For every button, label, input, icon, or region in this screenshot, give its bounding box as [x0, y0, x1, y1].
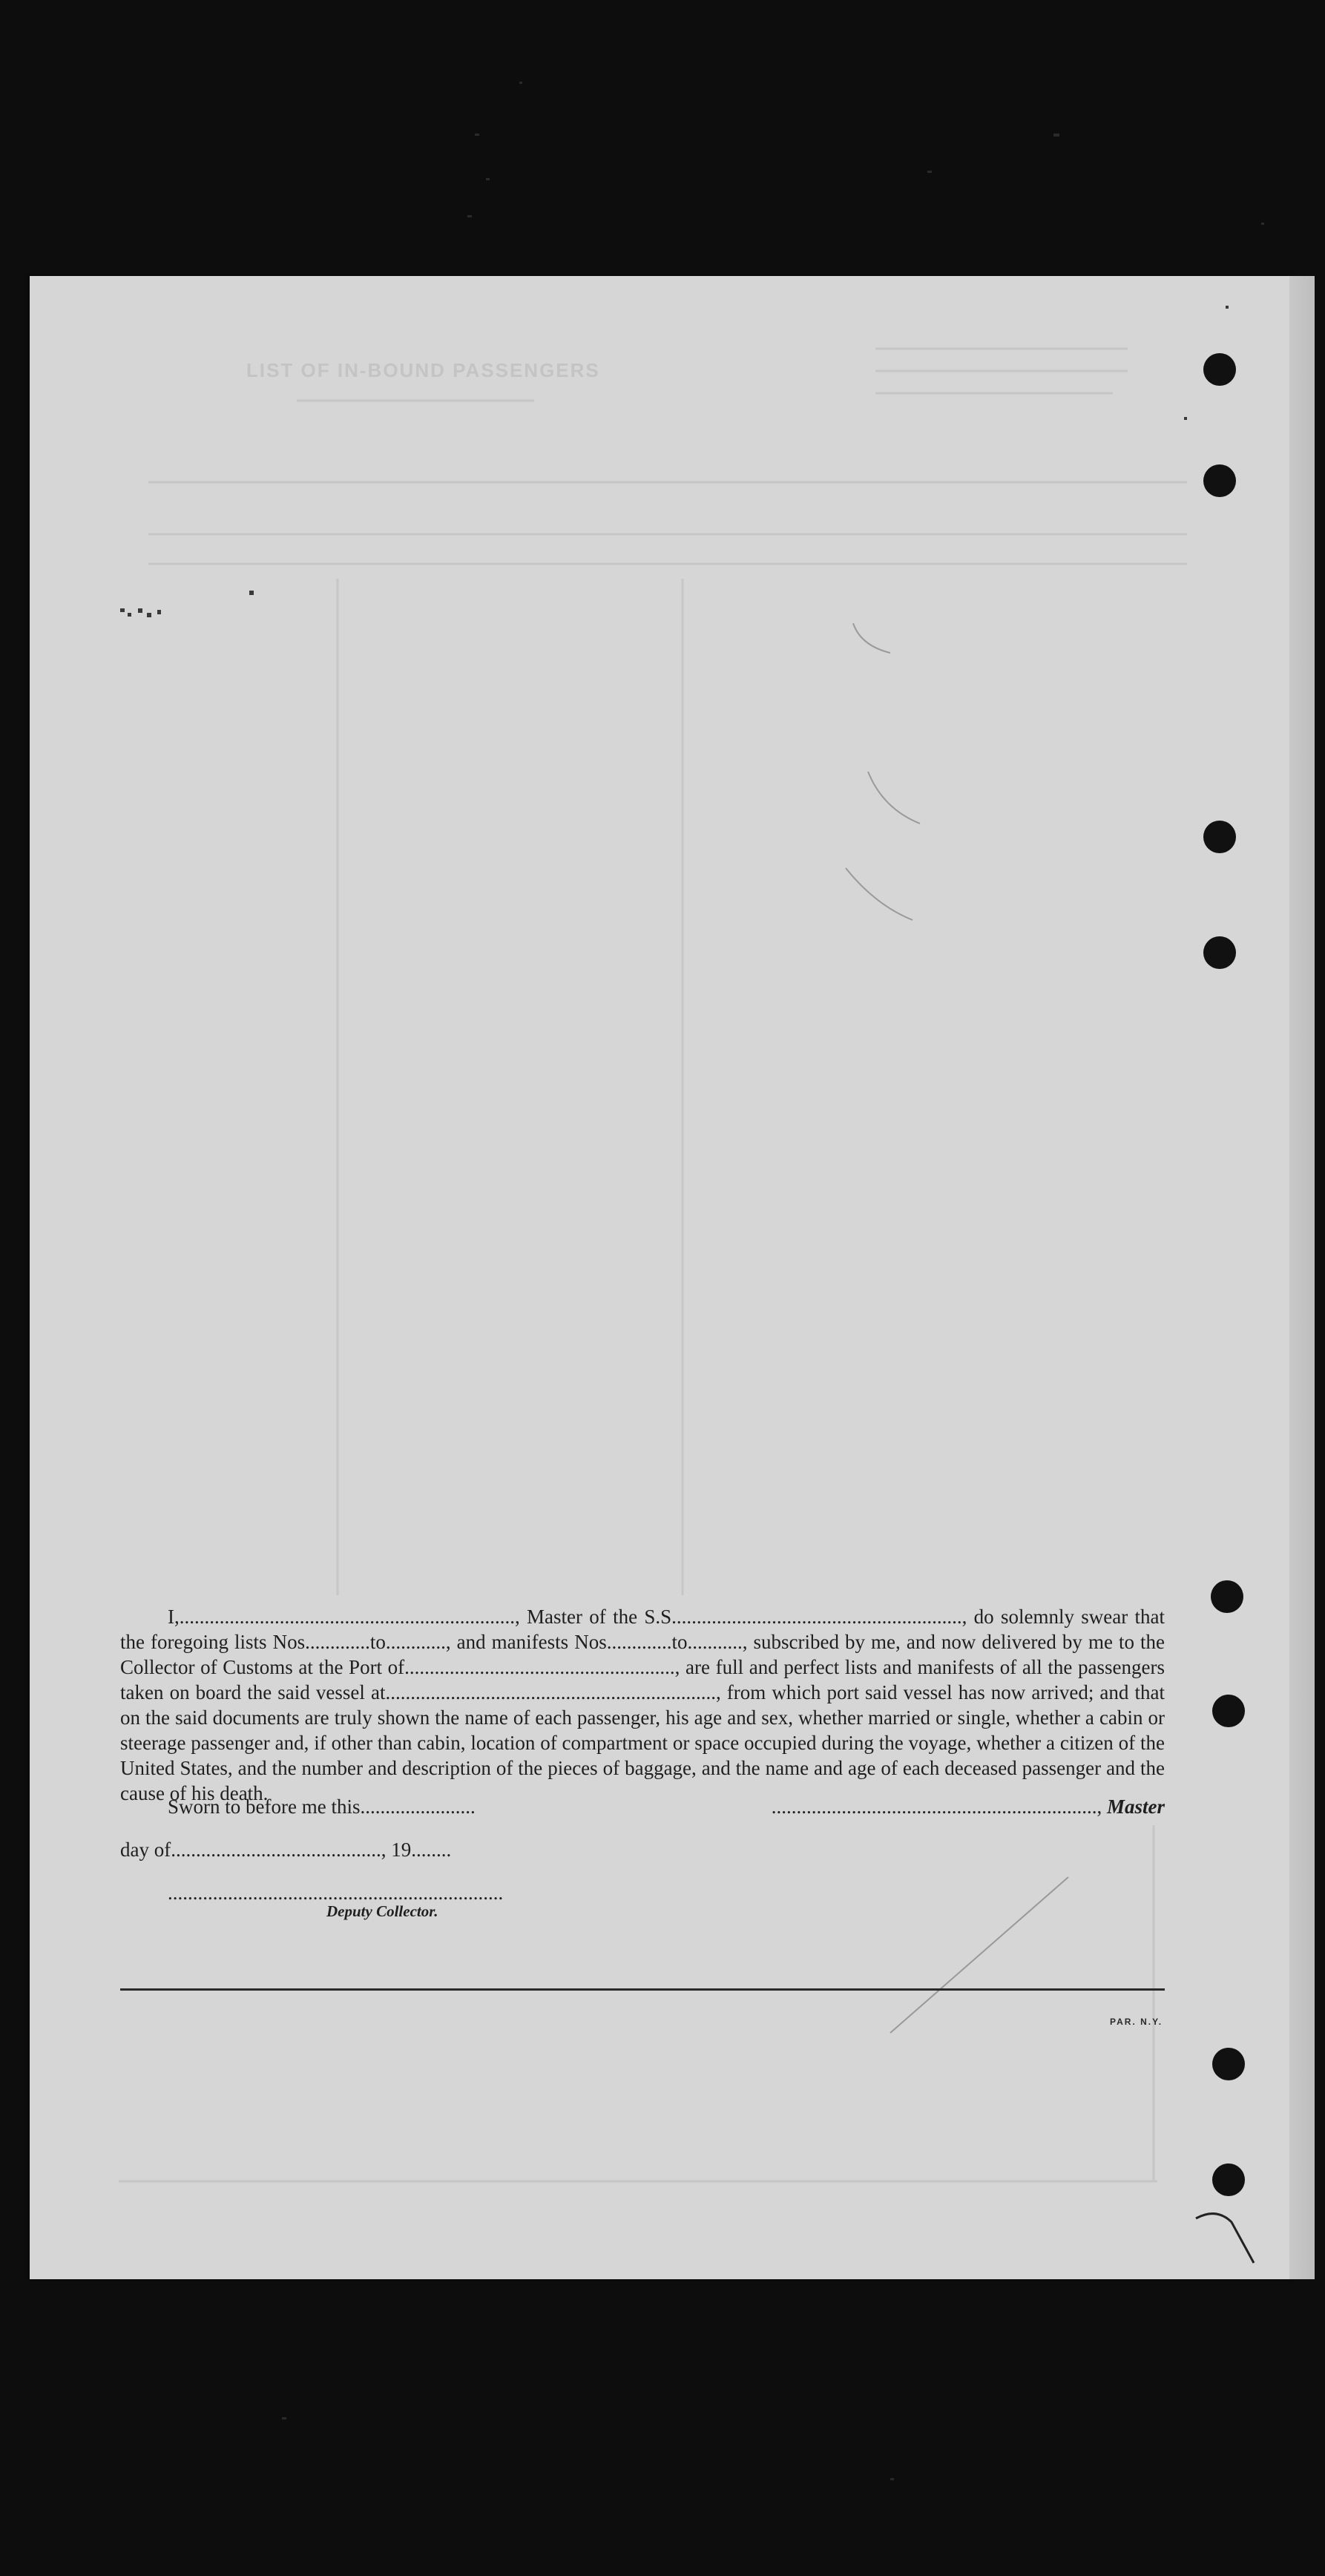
master-signature-line: [772, 1795, 1165, 1818]
sworn-before-me: Sworn to before me this.......................: [168, 1795, 476, 1818]
day-of-line: day of.........................................., 19........: [120, 1839, 452, 1861]
deputy-signature-line: ...................................................................: [168, 1882, 504, 1904]
punch-hole: [1203, 464, 1236, 497]
bleed-through-heading: LIST OF IN-BOUND PASSENGERS: [246, 359, 600, 381]
punch-hole: [1211, 1580, 1243, 1613]
punch-hole: [1212, 2048, 1245, 2080]
horizontal-rule: [120, 1988, 1165, 1991]
punch-hole: [1203, 821, 1236, 853]
deputy-collector-label: Deputy Collector.: [326, 1902, 438, 1920]
punch-hole: [1212, 1695, 1245, 1727]
punch-hole: [1203, 353, 1236, 386]
master-oath: [120, 1604, 1165, 1806]
oath-paragraph: I,..................................................................., Master of the S.S.........................................................., do solemnly swear that the foregoing lists Nos.............to............, and manifests Nos.............to..........., subscribed by me, and now delivered by me to the Collector of Customs at the Port of......................................................, are full and perfect lists and manifests of all the passengers taken on board the said vessel at.................................................................., from which port said vessel has now arrived; and that on the said documents are truly shown the name of each passenger, his age and sex, whether married or single, whether a cabin or steerage passenger and, if other than cabin, location of compartment or space occupied during the voyage, whether a citizen of the United States, and the number and description of the pieces of baggage, and the name and age of each deceased passenger and the cause of his death.: [120, 1606, 1165, 1804]
master-signature-dots: .................................................................,: [771, 1795, 1102, 1818]
punch-hole: [1203, 936, 1236, 969]
printer-imprint: PAR. N.Y.: [1110, 2017, 1163, 2027]
master-label: Master: [1106, 1795, 1165, 1818]
punch-hole: [1212, 2163, 1245, 2196]
